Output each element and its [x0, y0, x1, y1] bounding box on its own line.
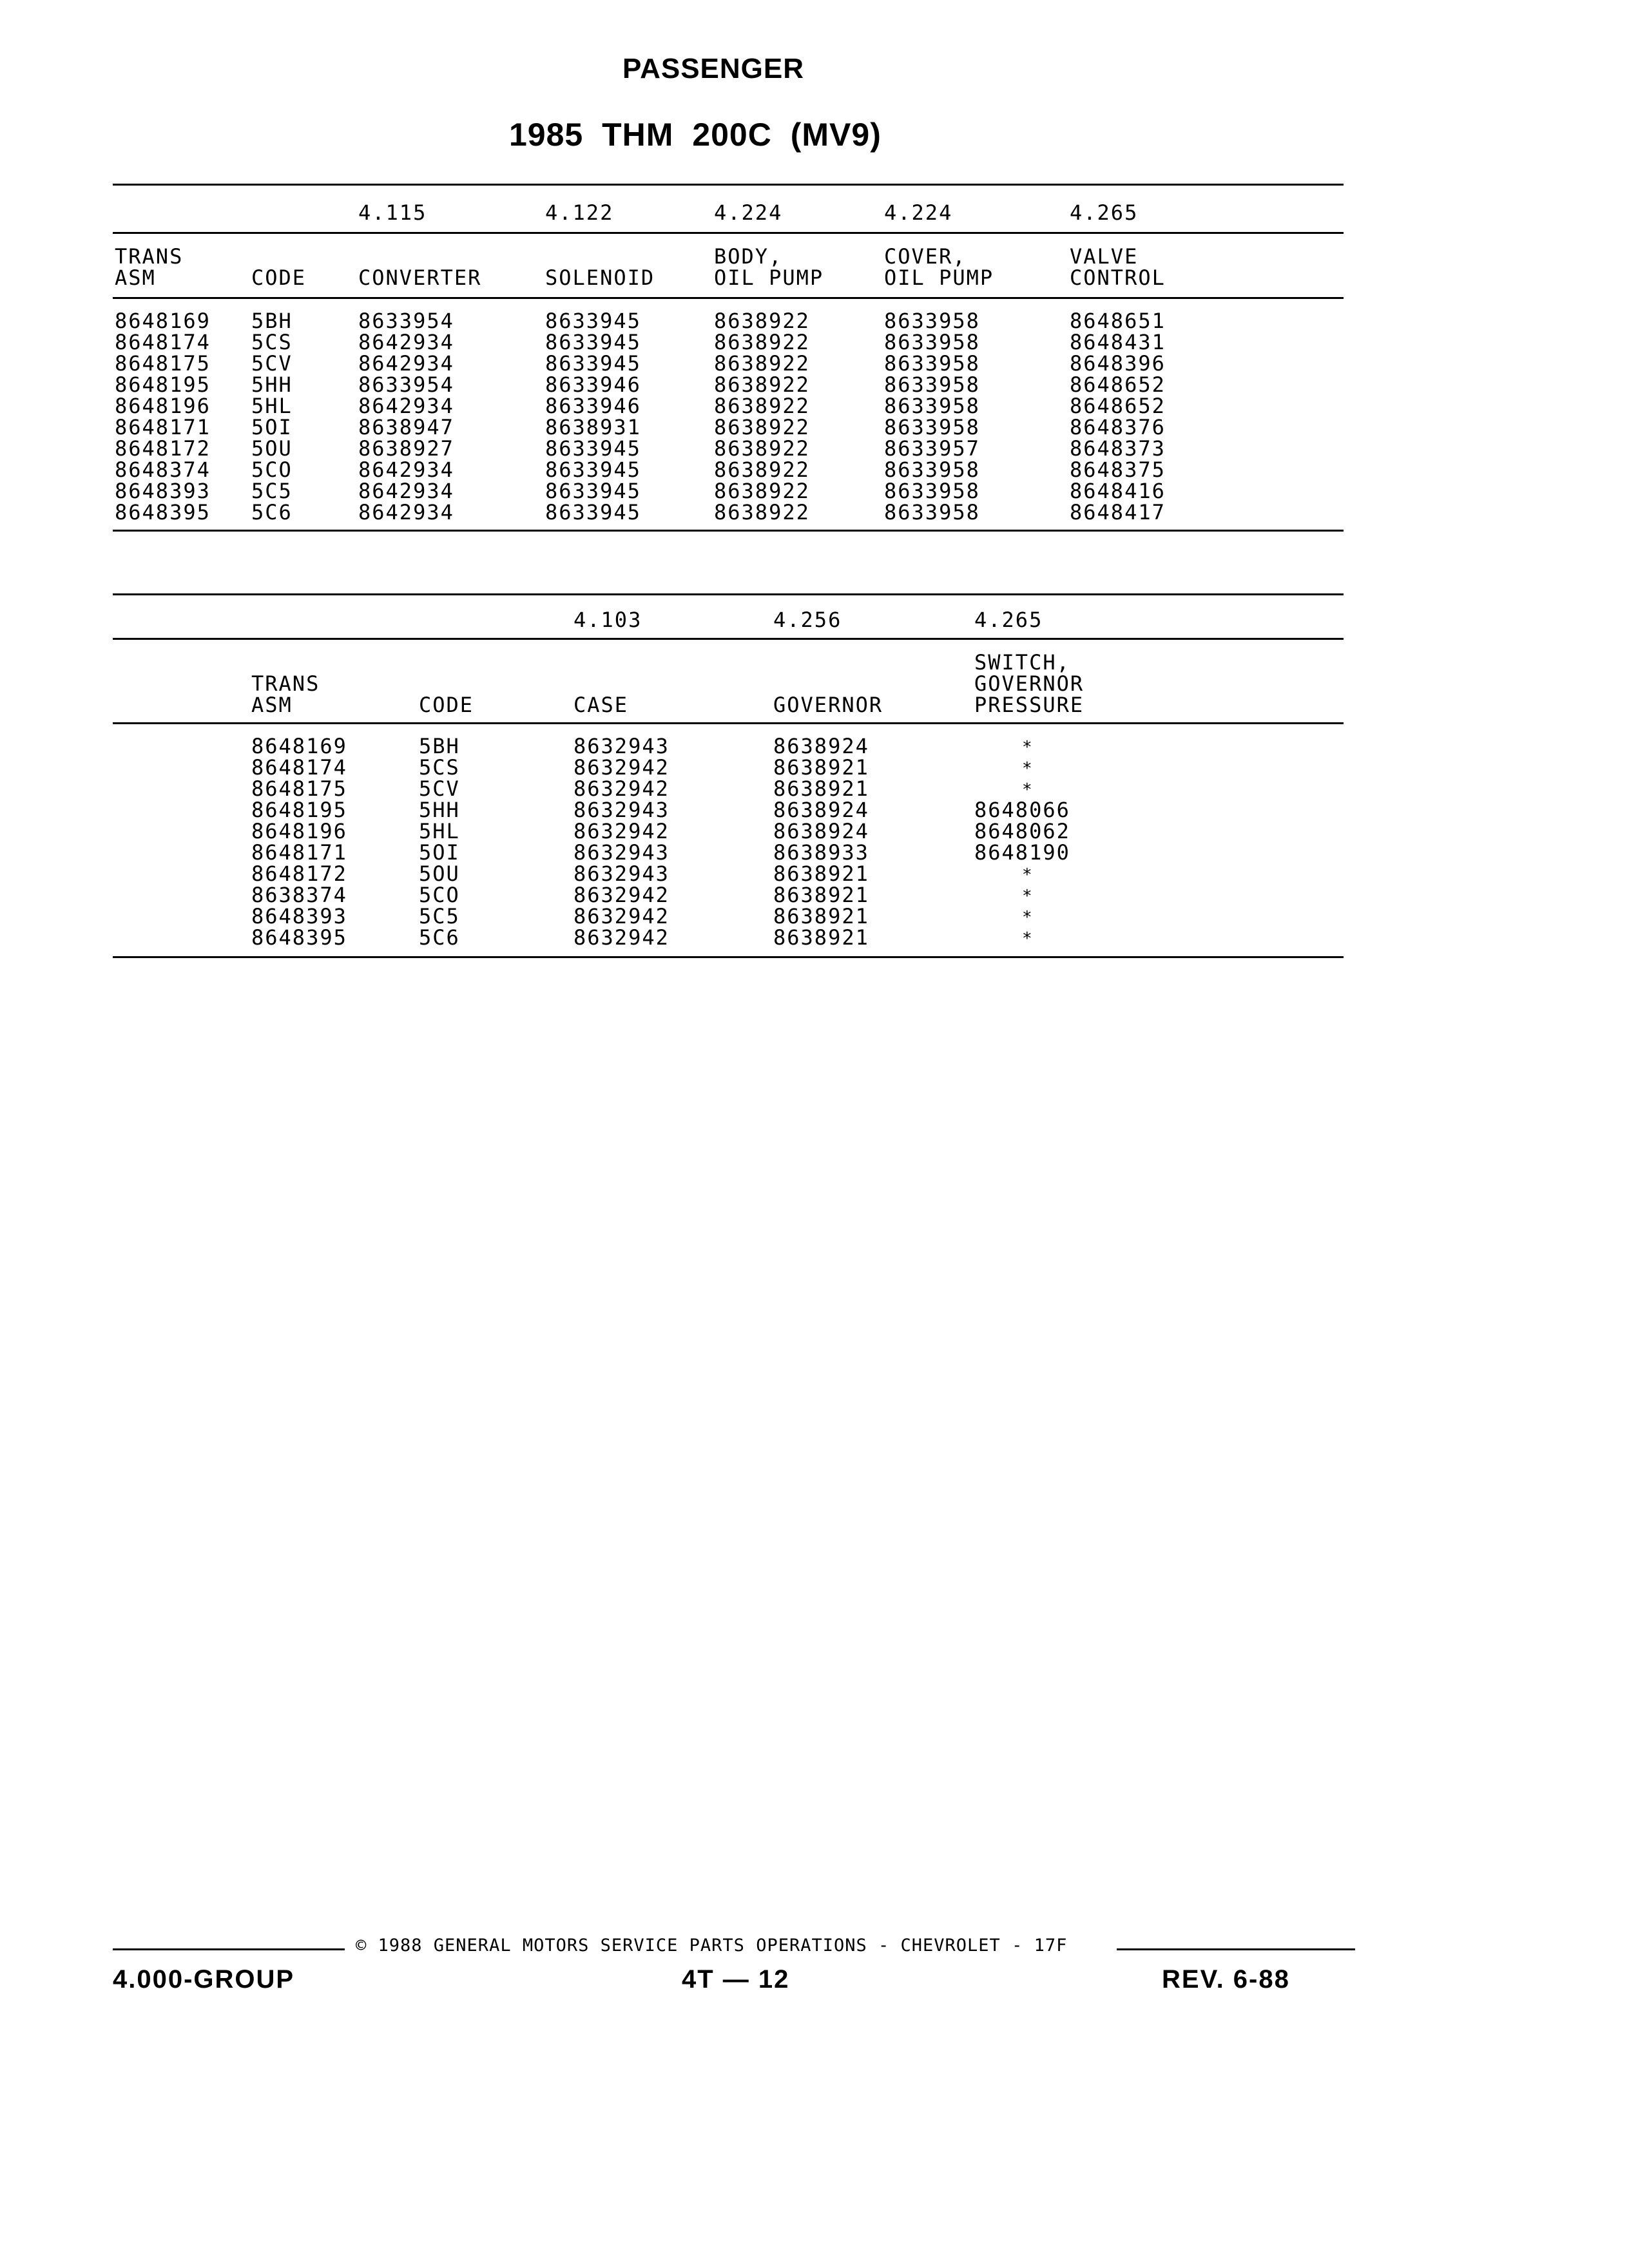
table-cell: 8648171 [251, 840, 347, 865]
table-cell: * [1022, 738, 1034, 757]
table-cell: 8633945 [545, 330, 641, 354]
table-cell: 8648175 [251, 776, 347, 801]
table-cell: 8633958 [884, 479, 980, 503]
table-cell: 8648195 [115, 372, 211, 397]
table-cell: 8648652 [1070, 394, 1166, 418]
column-header: BODY, [714, 244, 783, 269]
table-cell: 5C5 [251, 479, 293, 503]
table-cell: 5OU [419, 861, 460, 886]
table2-ref-rule [113, 638, 1344, 640]
table-cell: * [1022, 887, 1034, 906]
table-cell: 8638922 [714, 500, 810, 524]
table1-ref-rule [113, 232, 1344, 234]
ref-number: 4.224 [714, 200, 783, 225]
table-cell: 8633954 [358, 372, 454, 397]
table-cell: 8642934 [358, 457, 454, 482]
table-cell: 8648395 [251, 925, 347, 950]
table-cell: 8648416 [1070, 479, 1166, 503]
table2-bottom-rule [113, 956, 1344, 958]
table-cell: 5BH [419, 734, 460, 758]
table-cell: 8648169 [251, 734, 347, 758]
table-cell: * [1022, 908, 1034, 927]
table1-bottom-rule [113, 530, 1344, 532]
table-cell: 8648196 [251, 819, 347, 843]
table-cell: 8638922 [714, 394, 810, 418]
table-cell: * [1022, 759, 1034, 778]
table-cell: 8632942 [574, 925, 670, 950]
table-cell: 8638922 [714, 479, 810, 503]
table-cell: 5OI [419, 840, 460, 865]
table-cell: 8638921 [773, 883, 869, 907]
column-header: CODE [251, 265, 307, 290]
column-header: GOVERNOR [974, 671, 1084, 696]
table-cell: 8633945 [545, 436, 641, 461]
table-cell: * [1022, 780, 1034, 800]
table-cell: 8633958 [884, 415, 980, 439]
column-header: OIL PUMP [714, 265, 824, 290]
table-cell: 8648175 [115, 351, 211, 376]
table-cell: 8632942 [574, 819, 670, 843]
table-cell: 8632942 [574, 883, 670, 907]
table-cell: 5HL [251, 394, 293, 418]
column-header: GOVERNOR [773, 693, 883, 717]
table-cell: 8638922 [714, 309, 810, 333]
ref-number: 4.224 [884, 200, 953, 225]
table-cell: 8638927 [358, 436, 454, 461]
table-cell: 8633945 [545, 457, 641, 482]
table-cell: 8648374 [115, 457, 211, 482]
footer-group: 4.000-GROUP [113, 1965, 295, 1994]
table-cell: 8633958 [884, 372, 980, 397]
column-header: CASE [574, 693, 629, 717]
table-cell: 8648393 [115, 479, 211, 503]
table-cell: 5CO [251, 457, 293, 482]
table-cell: 8648062 [974, 819, 1070, 843]
table-cell: 8638933 [773, 840, 869, 865]
table-cell: 5C5 [419, 904, 460, 928]
table-cell: 8638922 [714, 372, 810, 397]
table-cell: 5BH [251, 309, 293, 333]
table-cell: 8633945 [545, 479, 641, 503]
table2-header-rule [113, 722, 1344, 724]
page-title: PASSENGER [622, 53, 805, 84]
table-cell: 8642934 [358, 351, 454, 376]
table-cell: 8642934 [358, 479, 454, 503]
table-cell: 8648376 [1070, 415, 1166, 439]
column-header: ASM [251, 693, 293, 717]
table-cell: 8648396 [1070, 351, 1166, 376]
table-cell: 8632942 [574, 904, 670, 928]
table-cell: 8648652 [1070, 372, 1166, 397]
table-cell: 8632942 [574, 755, 670, 780]
table-cell: 8633946 [545, 372, 641, 397]
table-cell: 8638374 [251, 883, 347, 907]
table-cell: 8632943 [574, 861, 670, 886]
table-cell: 8633958 [884, 394, 980, 418]
column-header: VALVE [1070, 244, 1139, 269]
table-cell: 8648174 [115, 330, 211, 354]
table2-top-rule [113, 593, 1344, 595]
column-header: PRESSURE [974, 693, 1084, 717]
ref-number: 4.115 [358, 200, 427, 225]
table-cell: 8633945 [545, 309, 641, 333]
table-cell: 8638924 [773, 819, 869, 843]
table-cell: 8633958 [884, 330, 980, 354]
table-cell: 8638921 [773, 861, 869, 886]
table-cell: 5C6 [251, 500, 293, 524]
table-cell: 8638921 [773, 755, 869, 780]
table-cell: 8648174 [251, 755, 347, 780]
column-header: SOLENOID [545, 265, 655, 290]
column-header: SWITCH, [974, 650, 1070, 675]
footer-revision: REV. 6-88 [1162, 1965, 1290, 1994]
ref-number: 4.103 [574, 608, 642, 632]
footer-rule-right [1117, 1948, 1355, 1950]
footer-rule-left [113, 1948, 345, 1950]
table-cell: 8638921 [773, 776, 869, 801]
table-cell: 5HH [419, 798, 460, 822]
table-cell: 8633957 [884, 436, 980, 461]
table-cell: 8648196 [115, 394, 211, 418]
table-cell: 8638921 [773, 925, 869, 950]
table-cell: 8648190 [974, 840, 1070, 865]
table-cell: 8648373 [1070, 436, 1166, 461]
table-cell: 8638924 [773, 734, 869, 758]
table-cell: 8648395 [115, 500, 211, 524]
table-cell: 8638924 [773, 798, 869, 822]
table-cell: 8632943 [574, 734, 670, 758]
table-cell: 8648172 [251, 861, 347, 886]
ref-number: 4.265 [1070, 200, 1139, 225]
column-header: TRANS [251, 671, 320, 696]
table-cell: 8648195 [251, 798, 347, 822]
table-cell: 8648375 [1070, 457, 1166, 482]
table-cell: 8638922 [714, 457, 810, 482]
table-cell: 8633945 [545, 351, 641, 376]
table-cell: 5C6 [419, 925, 460, 950]
table-cell: 8642934 [358, 330, 454, 354]
table-cell: 8632942 [574, 776, 670, 801]
table-cell: 8648169 [115, 309, 211, 333]
table-cell: 8632943 [574, 798, 670, 822]
table-cell: 8633946 [545, 394, 641, 418]
table-cell: 8638922 [714, 415, 810, 439]
table-cell: 8638922 [714, 330, 810, 354]
table-cell: 8633954 [358, 309, 454, 333]
table-cell: * [1022, 865, 1034, 885]
table-cell: 8638947 [358, 415, 454, 439]
table-cell: 8633945 [545, 500, 641, 524]
table-cell: 8648172 [115, 436, 211, 461]
table-cell: 8638921 [773, 904, 869, 928]
column-header: CONVERTER [358, 265, 482, 290]
table-cell: 8638931 [545, 415, 641, 439]
table-cell: 8648651 [1070, 309, 1166, 333]
table-cell: 8633958 [884, 351, 980, 376]
table-cell: 8638922 [714, 351, 810, 376]
table-cell: 5CV [419, 776, 460, 801]
ref-number: 4.122 [545, 200, 614, 225]
table1-top-rule [113, 184, 1344, 186]
table-cell: 8642934 [358, 394, 454, 418]
table-cell: 5CS [251, 330, 293, 354]
table-cell: 8648393 [251, 904, 347, 928]
table-cell: * [1022, 929, 1034, 948]
table-cell: 5CS [419, 755, 460, 780]
table-cell: 5OU [251, 436, 293, 461]
column-header: CODE [419, 693, 474, 717]
footer-copyright: © 1988 GENERAL MOTORS SERVICE PARTS OPERATIONS - CHEVROLET - 17F [356, 1936, 1068, 1956]
table-cell: 5OI [251, 415, 293, 439]
table-cell: 8638922 [714, 436, 810, 461]
ref-number: 4.265 [974, 608, 1043, 632]
table-cell: 8642934 [358, 500, 454, 524]
table-cell: 8648417 [1070, 500, 1166, 524]
column-header: COVER, [884, 244, 967, 269]
column-header: TRANS [115, 244, 184, 269]
table-cell: 5CV [251, 351, 293, 376]
footer-page-number: 4T — 12 [682, 1965, 790, 1994]
table-cell: 8648171 [115, 415, 211, 439]
ref-number: 4.256 [773, 608, 842, 632]
table-cell: 5HH [251, 372, 293, 397]
page-subtitle: 1985 THM 200C (MV9) [509, 117, 882, 153]
column-header: CONTROL [1070, 265, 1166, 290]
column-header: ASM [115, 265, 156, 290]
table-cell: 8648066 [974, 798, 1070, 822]
table-cell: 8633958 [884, 309, 980, 333]
table-cell: 5HL [419, 819, 460, 843]
table-cell: 5CO [419, 883, 460, 907]
table1-header-rule [113, 297, 1344, 299]
table-cell: 8633958 [884, 457, 980, 482]
table-cell: 8648431 [1070, 330, 1166, 354]
table-cell: 8633958 [884, 500, 980, 524]
table-cell: 8632943 [574, 840, 670, 865]
column-header: OIL PUMP [884, 265, 994, 290]
